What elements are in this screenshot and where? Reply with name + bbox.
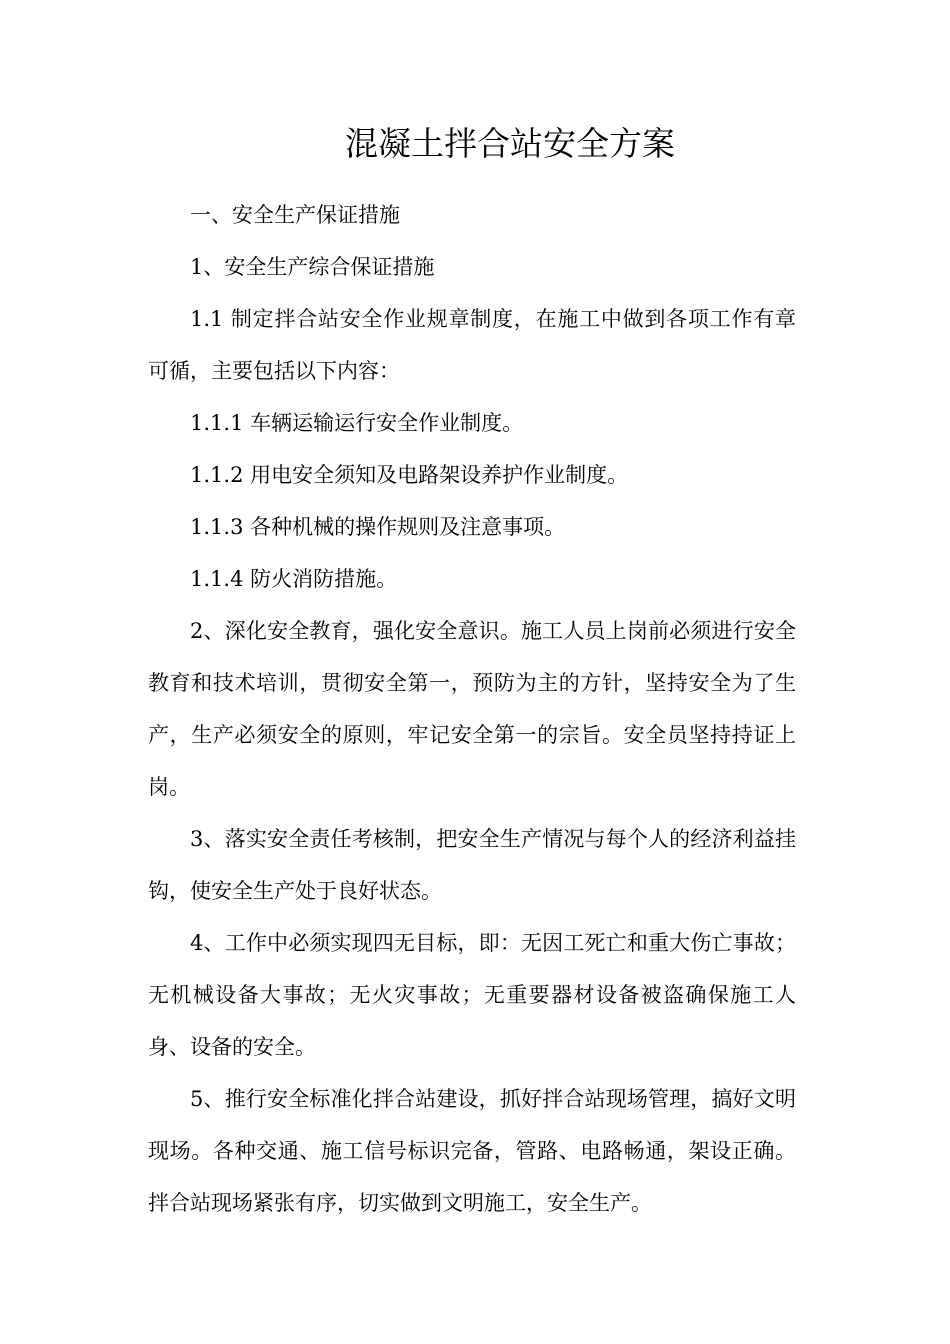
subsection-heading-1: 1、安全生产综合保证措施 bbox=[190, 255, 435, 279]
paragraph-1-1-3: 1.1.3 各种机械的操作规则及注意事项。 bbox=[190, 515, 566, 539]
paragraph-3: 3、落实安全责任考核制，把安全生产情况与每个人的经济利益挂钩，使安全生产处于良好状态。 bbox=[148, 827, 796, 903]
section-heading-1: 一、安全生产保证措施 bbox=[190, 203, 400, 227]
document-title: 混凝土拌合站安全方案 bbox=[345, 124, 675, 163]
paragraph-1-1: 1.1 制定拌合站安全作业规章制度，在施工中做到各项工作有章可循，主要包括以下内容： bbox=[148, 307, 796, 383]
paragraph-5: 5、推行安全标准化拌合站建设，抓好拌合站现场管理，搞好文明现场。各种交通、施工信号标识完备，管路、电路畅通，架设正确。拌合站现场紧张有序，切实做到文明施工，安全生产。 bbox=[148, 1087, 796, 1215]
paragraph-1-1-4: 1.1.4 防火消防措施。 bbox=[190, 567, 398, 591]
paragraph-1-1-1: 1.1.1 车辆运输运行安全作业制度。 bbox=[190, 411, 524, 435]
paragraph-2: 2、深化安全教育，强化安全意识。施工人员上岗前必须进行安全教育和技术培训，贯彻安全第一，预防为主的方针，坚持安全为了生产，生产必须安全的原则，牢记安全第一的宗旨。安全员坚持持证上岗。 bbox=[148, 619, 796, 799]
paragraph-1-1-2: 1.1.2 用电安全须知及电路架设养护作业制度。 bbox=[190, 463, 629, 487]
document-body bbox=[148, 189, 796, 1229]
paragraph-4: 4、工作中必须实现四无目标，即：无因工死亡和重大伤亡事故；无机械设备大事故；无火灾事故；无重要器材设备被盗确保施工人身、设备的安全。 bbox=[148, 931, 796, 1059]
